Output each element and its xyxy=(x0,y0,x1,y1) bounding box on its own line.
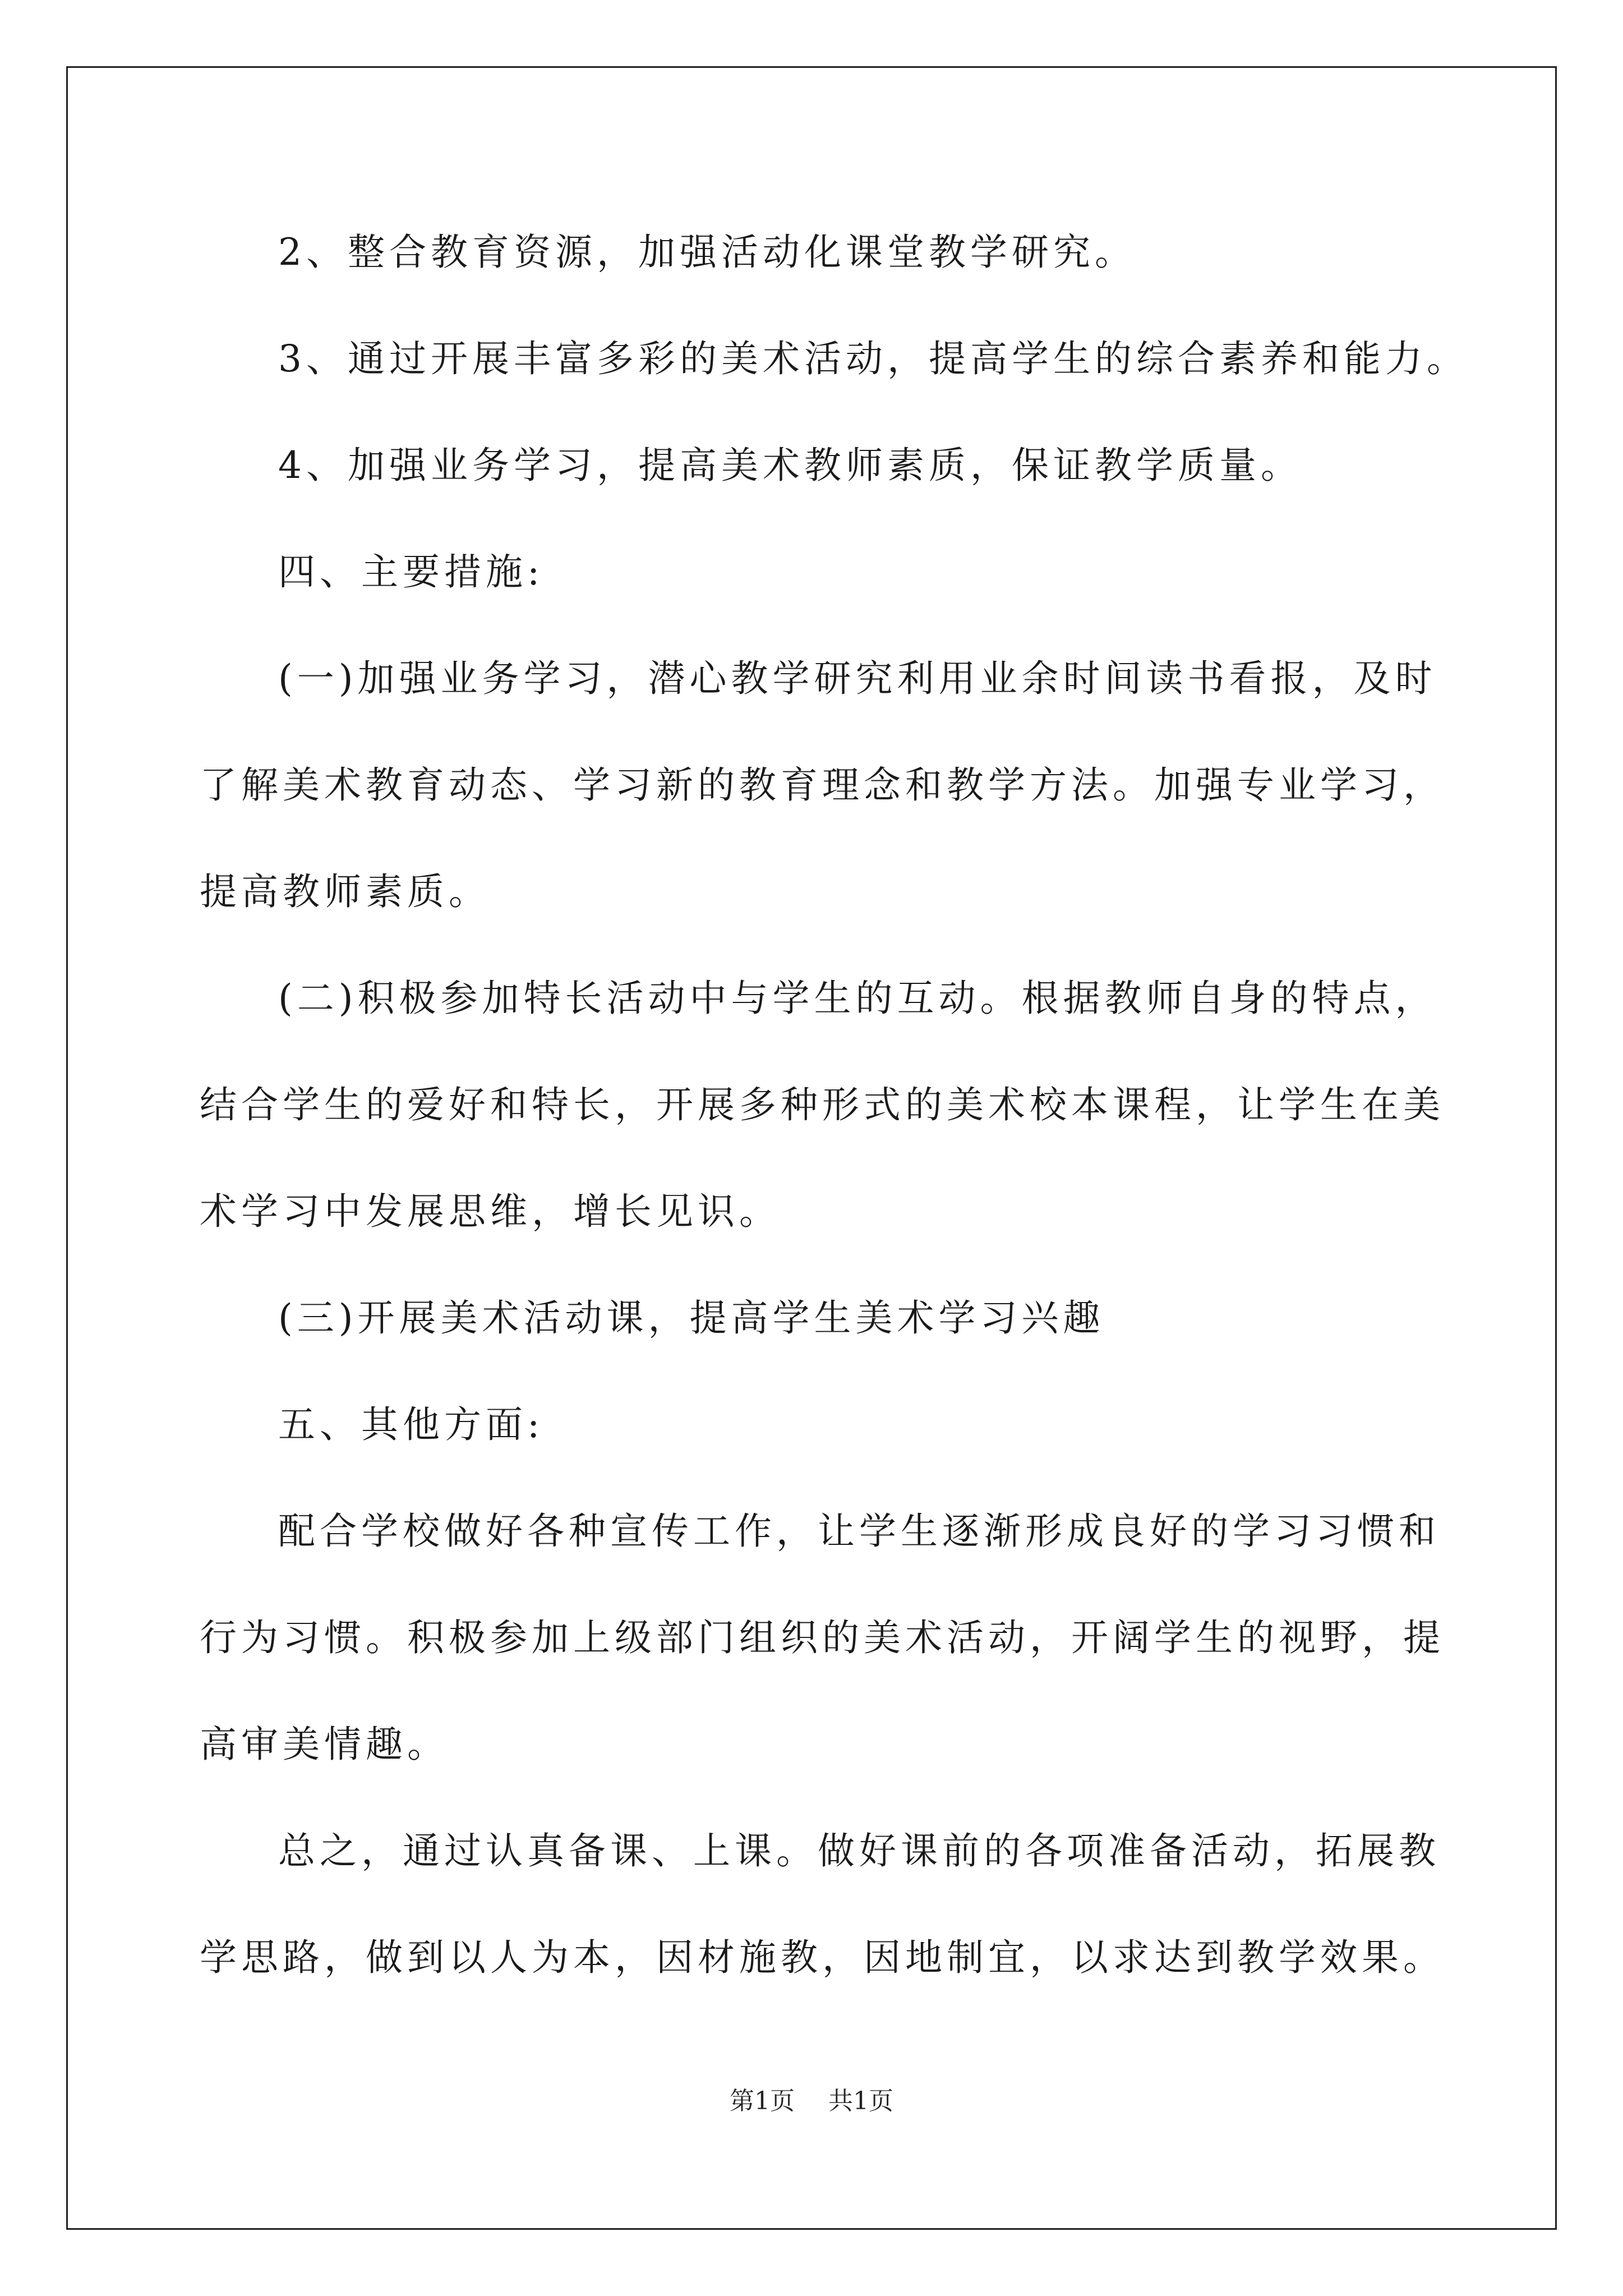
page-number-current: 第1页 xyxy=(730,2087,795,2115)
paragraph-line: (三)开展美术活动课，提高学生美术学习兴趣 xyxy=(278,1296,1105,1340)
paragraph-line: (一)加强业务学习，潜心教学研究利用业余时间读书看报，及时 xyxy=(278,657,1437,700)
paragraph-line: 学思路，做到以人为本，因材施教，因地制宜，以求达到教学效果。 xyxy=(200,1936,1445,1979)
paragraph-line: 行为习惯。积极参加上级部门组织的美术活动，开阔学生的视野，提 xyxy=(200,1616,1445,1659)
page-number-total: 共1页 xyxy=(828,2087,893,2115)
paragraph-line: 了解美术教育动态、学习新的教育理念和教学方法。加强专业学习， xyxy=(200,763,1445,807)
paragraph-line: 结合学生的爱好和特长，开展多种形式的美术校本课程，让学生在美 xyxy=(200,1083,1445,1126)
paragraph-line: 术学习中发展思维，增长见识。 xyxy=(200,1190,781,1233)
section-heading: 四、主要措施: xyxy=(278,550,545,593)
section-heading: 五、其他方面: xyxy=(278,1403,545,1446)
paragraph-line: (二)积极参加特长活动中与学生的互动。根据教师自身的特点， xyxy=(278,977,1437,1020)
paragraph-line: 4、加强业务学习，提高美术教师素质，保证教学质量。 xyxy=(278,444,1302,487)
paragraph-line: 配合学校做好各种宣传工作，让学生逐渐形成良好的学习习惯和 xyxy=(278,1510,1440,1553)
paragraph-line: 总之，通过认真备课、上课。做好课前的各项准备活动，拓展教 xyxy=(278,1829,1440,1872)
page-footer xyxy=(0,2085,1623,2118)
paragraph-line: 2、整合教育资源，加强活动化课堂教学研究。 xyxy=(278,231,1136,274)
paragraph-line: 3、通过开展丰富多彩的美术活动，提高学生的综合素养和能力。 xyxy=(278,337,1468,380)
paragraph-line: 提高教师素质。 xyxy=(200,870,490,913)
paragraph-line: 高审美情趣。 xyxy=(200,1723,449,1766)
page-border xyxy=(66,66,1557,2230)
